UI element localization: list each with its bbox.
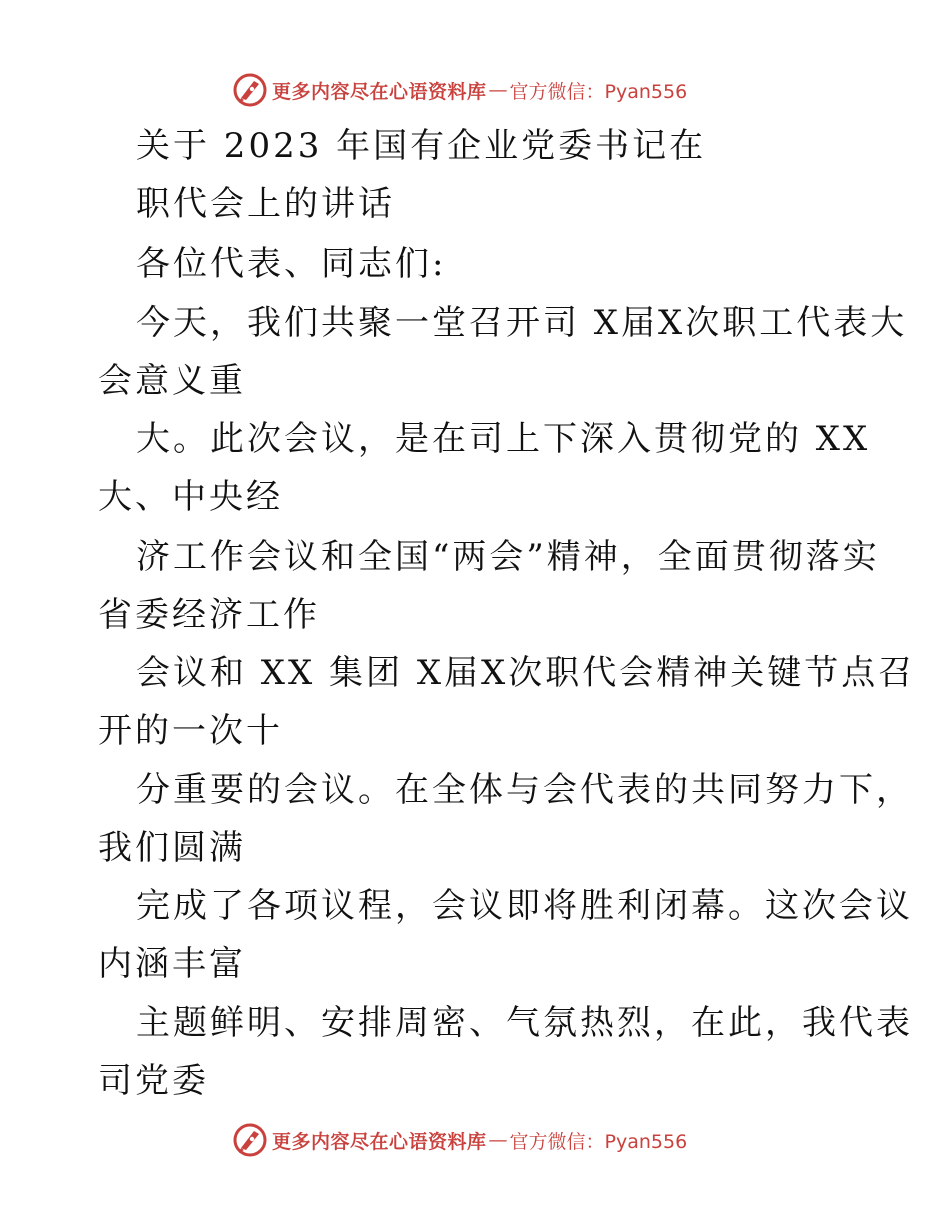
watermark-contact: 官方微信：Pyan556 [509, 80, 688, 103]
paragraph-line: 会议和 XX 集团 X届X次职代会精神关键节点召 [136, 653, 916, 693]
footer-watermark-banner [232, 1120, 687, 1160]
document-title-line: 关于 2023 年国有企业党委书记在 [136, 126, 707, 166]
watermark-contact: 官方微信：Pyan556 [509, 1130, 688, 1153]
paragraph-line: 内涵丰富 [98, 944, 246, 984]
watermark-text: 更多内容尽在心语资料库 [272, 80, 487, 103]
salutation: 各位代表、同志们: [136, 244, 447, 284]
paragraph-line: 大。此次会议，是在司上下深入贯彻党的 XX [136, 419, 871, 459]
paragraph-line: 今天，我们共聚一堂召开司 X届X次职工代表大 [136, 303, 908, 343]
paragraph-line: 开的一次十 [98, 711, 283, 751]
paragraph-line: 主题鲜明、安排周密、气氛热烈，在此，我代表 [136, 1003, 913, 1043]
document-title-line: 职代会上的讲话 [136, 184, 395, 224]
watermark-separator: — [488, 1129, 508, 1151]
quill-pen-logo-icon [232, 1122, 268, 1158]
paragraph-line: 完成了各项议程，会议即将胜利闭幕。这次会议 [136, 886, 913, 926]
paragraph-line: 会意义重 [98, 361, 246, 401]
paragraph-line: 分重要的会议。在全体与会代表的共同努力下， [136, 770, 913, 810]
paragraph-line: 司党委 [98, 1061, 209, 1101]
paragraph-line: 大、中央经 [98, 477, 283, 517]
paragraph-line: 济工作会议和全国“两会”精神，全面贯彻落实 [136, 537, 880, 577]
paragraph-line: 省委经济工作 [98, 595, 320, 635]
watermark-separator: — [488, 79, 508, 101]
watermark-text: 更多内容尽在心语资料库 [272, 1130, 487, 1153]
paragraph-line: 我们圆满 [98, 828, 246, 868]
